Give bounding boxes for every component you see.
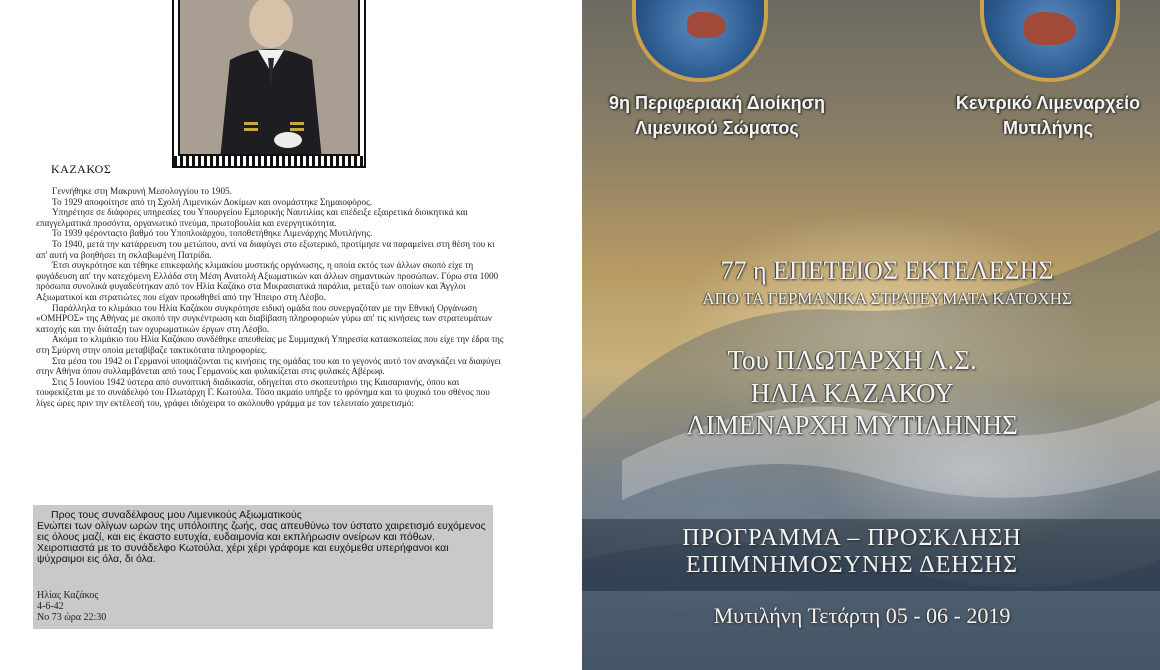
hero-position: ΛΙΜΕΝΑΡΧΗ ΜΥΤΙΛΗΝΗΣ <box>686 410 1018 440</box>
surname-heading: ΚΑΖΑΚΟΣ <box>51 162 112 176</box>
crest-left-label <box>582 91 852 141</box>
bio-paragraph: Έτσι συγκρότησε και τέθηκε επικεφαλής κλιμακίου μυστικής οργάνωσης, η οποία εκτός των άλλων σκοπό είχε τη φυγάδευση απ' την κατεχόμενη Ελλάδα στη Μέση Ανατολή Αξιωματικών και άλλων σημαντικών προσώπων. Γύρω στα 1000 πρόσωπα συνολικά φυγαδεύτηκαν από τον Ηλία Καζάκο στα Μικρασιατικά παράλια, μεταξύ των οποίων και Άγγλοι Αξιωματικοί και στρατιώτες που είχαν προωθηθεί από την Ήπειρο στη Λέσβο. <box>36 260 499 302</box>
crest-left-label-line: 9η Περιφεριακή Διοίκηση <box>609 93 825 113</box>
event-date: Μυτιλήνη Τετάρτη 05 - 06 - 2019 <box>713 603 1011 628</box>
hero-name: ΗΛΙΑ ΚΑΖΑΚΟΥ <box>750 378 954 408</box>
portrait-frame <box>172 0 366 168</box>
right-page-cover <box>582 0 1160 670</box>
bio-paragraph: Στα μέσα του 1942 οι Γερμανοί υποψιάζονται τις κινήσεις της ομάδας του και το γεγονός αυτό τον αναγκάζει να διαφύγει στην Αθήνα όπου συλλαμβάνεται από τους Γερμανούς και φυλακίζεται στις φυλακές Αβέρωφ. <box>36 355 501 377</box>
signature-date: 4-6-42 <box>37 601 64 612</box>
crest-left-label-line: Λιμενικού Σώματος <box>635 118 799 138</box>
bio-paragraph: Υπηρέτησε σε διάφορες υπηρεσίες του Υπουργείου Εμπορικής Ναυτιλίας και επέδειξε εξαιρετικά διοικητικά και επαγγελματικά προσόντα, οργανωτικό πνεύμα, πρωτοβουλία και ενεργητικότητα. <box>36 207 468 228</box>
letter-paragraph: Ενώπει των ολίγων ωρών της υπόλοιπης ζωής, σας απευθύνω τον ύστατο χαιρετισμό ευχόμενος εις όλους μαζί, και εις έκαστο ευτυχία, ευδαιμονία και εκπλήρωσιν ονείρων και πόθων. <box>37 520 486 543</box>
crest-right-label-line: Κεντρικό Λιμεναρχείο <box>955 93 1141 113</box>
anniversary-subtitle: ΑΠΟ ΤΑ ΓΕΡΜΑΝΙΚΑ ΣΤΡΑΤΕΥΜΑΤΑ ΚΑΤΟΧΗΣ <box>702 289 1072 308</box>
crest-right-label-line: Μυτιλήνης <box>1003 118 1093 138</box>
bio-paragraph: Το 1939 φέρονταςτο βαθμό του Υποπλοιάρχου, τοποθετήθηκε Λιμενάρχης Μυτιλήνης. <box>52 228 373 239</box>
signature-name: Ηλίας Καζάκος <box>37 590 99 601</box>
farewell-letter-box <box>33 505 493 629</box>
anniversary-title: 77 η ΕΠΕΤΕΙΟΣ ΕΚΤΕΛΕΣΗΣ <box>720 256 1054 285</box>
hero-rank: Του ΠΛΩΤΑΡΧΗ Λ.Σ. <box>727 345 977 375</box>
letter-heading: Προς τους συναδέλφους μου Λιμενικούς Αξιωματικούς <box>51 509 302 521</box>
portrait-photo <box>178 0 360 156</box>
bio-paragraph: Στις 5 Ιουνίου 1942 ύστερα από συνοπτική διαδικασία, οδηγείται στο σκοπευτήριο της Καισαριανής, όπου και τουφεκίζεται με το συνάδελφό του Πλωτάρχη Γ. Κωτούλα. Τόσο ακμαίο υπήρξε το φρόνημα και το ψυχικό του σθένος που λίγες ώρες πριν την εκτέλεσή του, γράφει ιδιόχειρα το ακόλουθο γράμμα με τον τελευταίο χαιρετισμό: <box>36 376 490 408</box>
bio-paragraph: Παράλληλα το κλιμάκιο του Ηλία Καζάκου συγκρότησε ειδική ομάδα που συνεργαζόταν με την Εθνική Οργάνωση «ΟΜΗΡΟΣ» της Αθήνας με σκοπό την συγκέντρωση και διαβίβαση πληροφοριών γύρω απ' τις κινήσεις των στρατευμάτων κατοχής και την διάταξη των οχυρωματικών έργων στη Λέσβο. <box>36 302 492 334</box>
biography-text <box>36 186 504 408</box>
letter-paragraph: Χειροπιαστά με το συνάδελφο Κωτούλα, χέρι χέρι γράφομε και ευχόμεθα υπερήφανοι και ψύχραιμοι εις όλα, δι όλα. <box>37 542 449 565</box>
program-title: ΠΡΟΓΡΑΜΜΑ – ΠΡΟΣΚΛΗΣΗ <box>682 525 1022 551</box>
bio-paragraph: Το 1940, μετά την κατάρρευση του μετώπου, αντί να διαφύγει στο εξωτερικό, προτίμησε να παραμείνει στη θέση του κι απ' αυτή να βοηθήσει τη σκλαβωμένη Πατρίδα. <box>36 238 495 260</box>
bio-paragraph: Το 1929 αποφοίτησε από τη Σχολή Λιμενικών Δοκίμων και ονομάστηκε Σημαιοφόρος. <box>52 196 373 207</box>
program-subtitle: ΕΠΙΜΝΗΜΟΣΥΝΗΣ ΔΕΗΣΗΣ <box>686 552 1018 578</box>
frame-border-pattern <box>174 156 364 166</box>
officer-portrait-image <box>180 0 360 156</box>
letter-signature <box>37 590 106 623</box>
letter-body <box>37 521 487 565</box>
bio-paragraph: Ακόμα το κλιμάκιο του Ηλία Καζάκου συνδέθηκε απευθείας με Συμμαχική Υπηρεσία κατασκοπείας που είχε την έδρα της στη Σμύρνη στην οποία μεταβίβαζε τακτικότατα πληροφορίες. <box>36 334 504 355</box>
crest-right-label <box>928 91 1160 141</box>
signature-time: Νο 73 ώρα 22:30 <box>37 612 107 623</box>
bio-paragraph: Γεννήθηκε στη Μακρυνή Μεσολογγίου το 1905. <box>52 186 232 196</box>
